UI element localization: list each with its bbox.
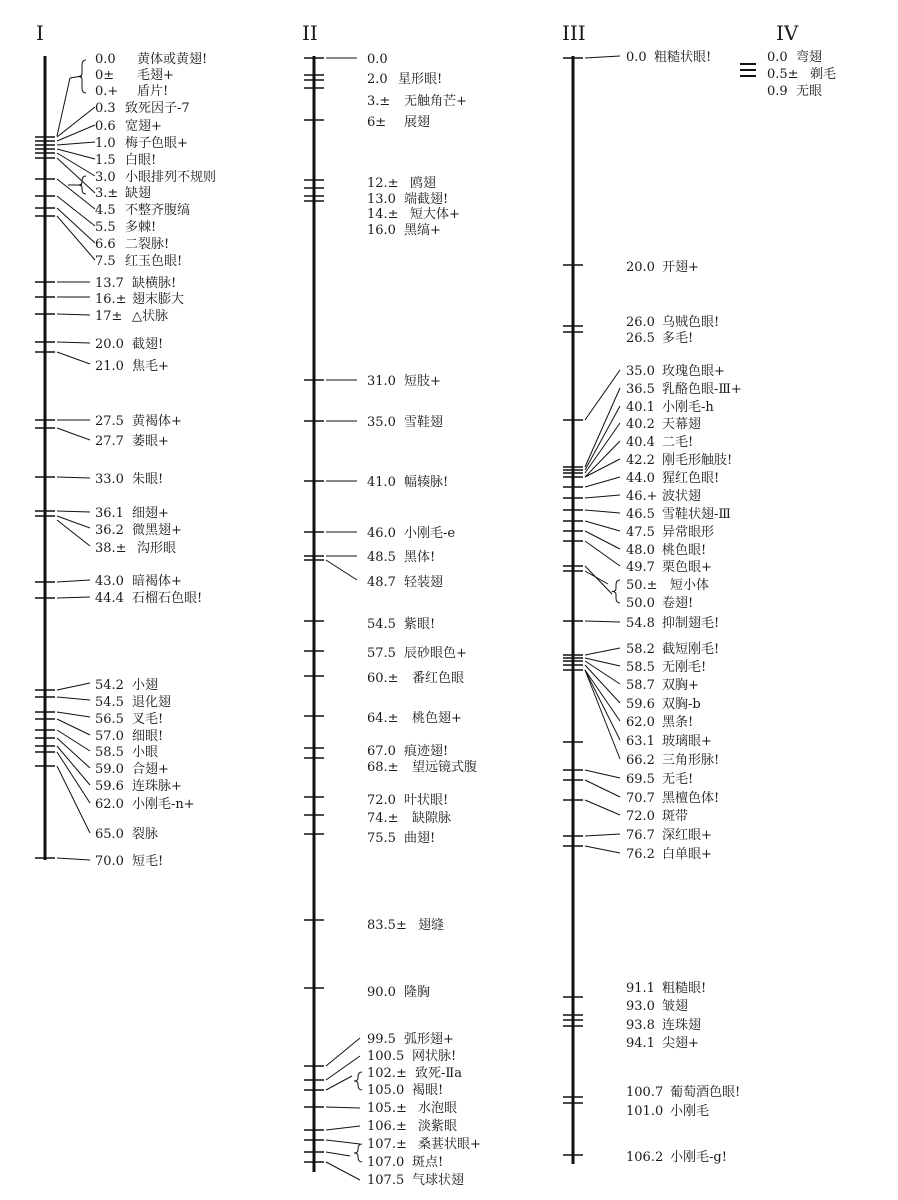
chr1-leader-line xyxy=(57,511,90,512)
chr2-name: 短大体+ xyxy=(410,207,460,222)
chr2-leader-line xyxy=(326,1038,360,1066)
chr1-name: 连珠脉+ xyxy=(132,779,182,794)
chr2-name: 斑点! xyxy=(412,1155,444,1170)
chr3-name: 多毛! xyxy=(662,331,694,346)
chr3-name: 无毛! xyxy=(662,772,694,787)
chr3-leader-line xyxy=(585,370,620,420)
chr1-pos: 4.5 xyxy=(95,203,116,218)
chr3-name: 斑带 xyxy=(662,809,689,824)
chr3-name: 皱翅 xyxy=(662,999,689,1014)
chr1-pos: 0.0 xyxy=(95,52,116,67)
chr3-name: 二毛! xyxy=(662,435,694,450)
chr2-name: 幅辏脉! xyxy=(404,475,449,490)
chr1-leader-line xyxy=(57,477,90,478)
chr2-pos: 31.0 xyxy=(367,374,396,389)
chr2-pos: 105.± xyxy=(367,1101,407,1116)
chr1-pos: 58.5 xyxy=(95,745,124,760)
chr1-leader-line xyxy=(57,580,90,582)
chr1-leader-line xyxy=(57,179,95,209)
chr3-name: 双胸-b xyxy=(662,697,701,712)
chr2-name: 痕迹翅! xyxy=(404,744,449,759)
chr1-name: 白眼! xyxy=(125,153,157,168)
chr1-pos: 54.2 xyxy=(95,678,124,693)
chr2-pos: 60.± xyxy=(367,671,399,686)
chr2-leader-line xyxy=(326,1107,360,1108)
chr3-leader-line xyxy=(585,834,620,836)
chr2-pos: 64.± xyxy=(367,711,399,726)
chr2-pos: 57.5 xyxy=(367,646,396,661)
chr1-name: 裂脉 xyxy=(132,827,159,842)
chr4-pos: 0.5± xyxy=(767,67,799,82)
chr3-name: 天幕翅 xyxy=(662,417,702,432)
chr1-name: 叉毛! xyxy=(132,712,164,727)
chr3-pos: 26.0 xyxy=(626,315,655,330)
chr2-name: 辰砂眼色+ xyxy=(404,646,467,661)
chr3-leader-line xyxy=(585,441,620,477)
chr1-name: 缺横脉! xyxy=(132,276,177,291)
chr3-name: 白单眼+ xyxy=(662,847,712,862)
chr1-leader-line xyxy=(57,149,95,159)
chr1-leader-line xyxy=(57,78,70,136)
chr2-name: 桃色翅+ xyxy=(412,711,462,726)
chr1-name: 缺翅 xyxy=(125,186,152,201)
chr3-leader-line xyxy=(585,423,620,473)
chr3-name: 黑檀色体! xyxy=(662,791,720,806)
chr3-pos: 59.6 xyxy=(626,697,655,712)
chr1-name: 萎眼+ xyxy=(132,434,169,449)
chr2-pos: 100.5 xyxy=(367,1049,405,1064)
chr3-pos: 63.1 xyxy=(626,734,655,749)
chr3-pos: 49.7 xyxy=(626,560,655,575)
chr3-leader-line xyxy=(585,510,620,513)
chr2-name: 气球状翅 xyxy=(412,1173,465,1188)
chr1-name: 二裂脉! xyxy=(125,237,170,252)
chr4-pos: 0.9 xyxy=(767,84,788,99)
chr3-name: 短小体 xyxy=(670,578,710,593)
chr1-name: 宽翅+ xyxy=(125,119,162,134)
chr1-pos: 3.0 xyxy=(95,170,116,185)
chr3-leader-line xyxy=(585,846,620,853)
chr2-name: 叶状眼! xyxy=(404,793,449,808)
chr1-pos: 59.6 xyxy=(95,779,124,794)
chr2-pos: 107.± xyxy=(367,1137,407,1152)
chr1-pos: 36.1 xyxy=(95,506,124,521)
chr2-leader-line xyxy=(326,1056,360,1080)
chr1-leader-line xyxy=(57,858,90,860)
chr1-pos: 59.0 xyxy=(95,762,124,777)
chr1-leader-line xyxy=(57,746,90,785)
chromosome-1-title: I xyxy=(36,21,44,45)
chr2-leader-line xyxy=(326,560,357,580)
chr3-brace xyxy=(612,580,620,603)
chr3-pos: 46.+ xyxy=(626,489,658,504)
chr1-pos: 70.0 xyxy=(95,854,124,869)
chr2-name: 隆胸 xyxy=(404,985,431,1000)
chr3-name: 开翅+ xyxy=(662,260,699,275)
chr3-leader-line xyxy=(585,521,620,531)
chr1-leader-line xyxy=(57,712,90,717)
chr2-pos: 99.5 xyxy=(367,1032,396,1047)
chr3-name: 猩红色眼! xyxy=(662,471,720,486)
chr3-leader-line xyxy=(585,541,620,566)
chr3-name: 波状翅 xyxy=(662,489,702,504)
chr1-leader-line xyxy=(57,516,90,528)
chr2-pos: 41.0 xyxy=(367,475,396,490)
chr2-name: 紫眼! xyxy=(404,617,436,632)
chr1-name: 黄体或黄翅! xyxy=(137,52,208,67)
chr3-name: 刚毛形触肢! xyxy=(662,453,733,468)
chr1-pos: 1.5 xyxy=(95,153,116,168)
chr2-name: 雪鞋翅 xyxy=(404,415,444,430)
chr3-name: 异常眼形 xyxy=(662,525,715,540)
chr2-pos: 72.0 xyxy=(367,793,396,808)
chr3-name: 玻璃眼+ xyxy=(662,734,712,749)
chr2-name: 桑葚状眼+ xyxy=(418,1137,481,1152)
chr3-pos: 46.5 xyxy=(626,507,655,522)
chr1-name: 沟形眼 xyxy=(137,541,177,556)
chr1-name: 红玉色眼! xyxy=(125,254,183,269)
chr3-name: 乳酪色眼-Ⅲ+ xyxy=(662,382,742,397)
chr2-name: 番红色眼 xyxy=(412,671,465,686)
chr1-name: 合翅+ xyxy=(132,762,169,777)
chr3-pos: 93.8 xyxy=(626,1018,655,1033)
chr3-name: 粗糙眼! xyxy=(662,981,707,996)
chr3-pos: 69.5 xyxy=(626,772,655,787)
chr1-pos: 43.0 xyxy=(95,574,124,589)
chr1-leader-line xyxy=(57,352,90,364)
chr1-name: 致死因子-7 xyxy=(125,101,190,116)
chr2-name: 水泡眼 xyxy=(418,1101,458,1116)
chr2-pos: 48.5 xyxy=(367,550,396,565)
chr3-pos: 44.0 xyxy=(626,471,655,486)
chr3-name: 无刚毛! xyxy=(662,660,707,675)
chr3-name: 截短刚毛! xyxy=(662,642,720,657)
chr2-pos: 106.± xyxy=(367,1119,407,1134)
chr1-leader-line xyxy=(57,428,90,440)
chr1-leader-line xyxy=(57,766,90,833)
chr3-name: 卷翅! xyxy=(662,596,694,611)
chr2-pos: 54.5 xyxy=(367,617,396,632)
chr2-leader-line xyxy=(326,1162,360,1180)
chr1-pos: 27.5 xyxy=(95,414,124,429)
chr3-pos: 76.7 xyxy=(626,828,655,843)
chr1-leader-line xyxy=(57,196,95,226)
chr3-pos: 58.2 xyxy=(626,642,655,657)
chr1-name: 盾片! xyxy=(137,84,169,99)
chr2-name: 致死-Ⅱa xyxy=(415,1066,462,1081)
chr3-name: 乌贼色眼! xyxy=(662,315,720,330)
chr1-pos: 65.0 xyxy=(95,827,124,842)
chr3-pos: 20.0 xyxy=(626,260,655,275)
chr2-pos: 83.5± xyxy=(367,918,407,933)
chr2-brace xyxy=(354,1144,362,1162)
chr3-name: 尖翅+ xyxy=(662,1036,699,1051)
chr4-name: 无眼 xyxy=(796,84,823,99)
chr3-leader-line xyxy=(585,459,620,477)
chr1-name: 小眼排列不规则 xyxy=(125,170,217,185)
chr3-leader-line xyxy=(585,648,620,655)
chr3-name: 桃色眼! xyxy=(662,543,707,558)
chr2-pos: 48.7 xyxy=(367,575,396,590)
chr2-pos: 107.0 xyxy=(367,1155,405,1170)
chr2-leader-line xyxy=(326,1140,360,1144)
chr1-name: 小刚毛-n+ xyxy=(132,797,195,812)
chr1-pos: 16.± xyxy=(95,292,127,307)
grouping-braces xyxy=(78,60,620,1162)
chr1-name: 小眼 xyxy=(132,745,159,760)
chr3-pos: 58.5 xyxy=(626,660,655,675)
chr3-pos: 91.1 xyxy=(626,981,655,996)
chr2-name: 缺隙脉 xyxy=(412,811,452,826)
chr1-leader-line xyxy=(57,158,95,193)
chr2-pos: 67.0 xyxy=(367,744,396,759)
chr2-pos: 75.5 xyxy=(367,831,396,846)
chr3-pos: 50.0 xyxy=(626,596,655,611)
chr2-name: 望远镜式腹 xyxy=(412,760,478,775)
chr2-name: 轻装翅 xyxy=(404,575,444,590)
chr1-pos: 0.3 xyxy=(95,101,116,116)
chr3-pos: 0.0 xyxy=(626,50,647,65)
chr3-pos: 72.0 xyxy=(626,809,655,824)
chr3-leader-line xyxy=(585,621,620,622)
chr3-leader-line xyxy=(585,531,620,549)
chr3-name: 双胸+ xyxy=(662,678,699,693)
locus-ticks xyxy=(35,58,583,1162)
chr1-leader-line xyxy=(57,738,90,768)
chr2-name: 翅缝 xyxy=(418,918,445,933)
chr3-pos: 106.2 xyxy=(626,1150,664,1165)
chr3-name: 葡萄酒色眼! xyxy=(670,1085,741,1100)
chr2-leader-line xyxy=(326,1076,352,1090)
chr3-name: 小刚毛 xyxy=(670,1104,710,1119)
chr2-leader-line xyxy=(326,1152,350,1156)
chr3-pos: 48.0 xyxy=(626,543,655,558)
chr3-pos: 36.5 xyxy=(626,382,655,397)
chr1-name: 黄褐体+ xyxy=(132,414,182,429)
chr4-name: 弯翅 xyxy=(796,50,823,65)
chr1-leader-line xyxy=(57,520,90,546)
chr1-name: 短毛! xyxy=(132,854,164,869)
chr2-pos: 13.0 xyxy=(367,192,396,207)
chr1-pos: 17± xyxy=(95,309,123,324)
chr2-pos: 35.0 xyxy=(367,415,396,430)
chr3-pos: 100.7 xyxy=(626,1085,664,1100)
chr1-pos: 21.0 xyxy=(95,359,124,374)
chr1-name: 石榴石色眼! xyxy=(132,591,203,606)
chr1-leader-line xyxy=(57,342,90,343)
chr1-pos: 20.0 xyxy=(95,337,124,352)
chr1-leader-line xyxy=(57,683,90,690)
chr3-name: 黑条! xyxy=(662,715,694,730)
chr2-pos: 107.5 xyxy=(367,1173,405,1188)
chr2-name: 弧形翅+ xyxy=(404,1032,454,1047)
chr1-name: 退化翅 xyxy=(132,695,172,710)
chr1-pos: 56.5 xyxy=(95,712,124,727)
chr1-name: 不整齐腹缟 xyxy=(125,203,191,218)
chr3-name: 栗色眼+ xyxy=(662,560,712,575)
chr3-pos: 50.± xyxy=(626,578,658,593)
chr2-pos: 3.± xyxy=(367,94,391,109)
chr2-name: 曲翅! xyxy=(404,831,436,846)
chromosome-4-symbol xyxy=(740,64,756,76)
chr2-pos: 46.0 xyxy=(367,526,396,541)
chr2-pos: 68.± xyxy=(367,760,399,775)
chr1-leader-line xyxy=(57,597,90,598)
chr2-name: 星形眼! xyxy=(398,72,443,87)
chr1-name: 朱眼! xyxy=(132,472,164,487)
chr3-leader-line xyxy=(585,477,620,487)
chr1-pos: 38.± xyxy=(95,541,127,556)
chr1-pos: 0± xyxy=(95,68,115,83)
chr1-name: 梅子色眼+ xyxy=(125,136,188,151)
chr3-pos: 94.1 xyxy=(626,1036,655,1051)
chr1-name: 截翅! xyxy=(132,337,164,352)
chr3-leader-line xyxy=(585,56,620,58)
chr2-pos: 6± xyxy=(367,115,387,130)
chr1-leader-line xyxy=(57,752,90,803)
chr1-pos: 0.6 xyxy=(95,119,116,134)
chr1-pos: 6.6 xyxy=(95,237,116,252)
chr3-leader-line xyxy=(585,495,620,498)
chr1-name: 多棘! xyxy=(125,220,157,235)
chr3-pos: 62.0 xyxy=(626,715,655,730)
chr1-leader-line xyxy=(57,697,90,700)
chr3-pos: 40.2 xyxy=(626,417,655,432)
chr2-name: 黑缟+ xyxy=(404,223,441,238)
chromosome-3-title: III xyxy=(562,21,586,45)
chr2-pos: 74.± xyxy=(367,811,399,826)
chr3-leader-line xyxy=(585,388,620,467)
chr3-name: 粗糙状眼! xyxy=(654,50,712,65)
chr1-pos: 62.0 xyxy=(95,797,124,812)
chr3-name: 小刚毛-h xyxy=(662,400,714,415)
chr2-name: 褐眼! xyxy=(412,1083,444,1098)
chr4-pos: 0.0 xyxy=(767,50,788,65)
chr2-leader-line xyxy=(326,1126,360,1130)
chromosome-4-title: IV xyxy=(776,21,799,45)
chr1-name: 细翅+ xyxy=(132,506,169,521)
chr1-leader-line xyxy=(57,153,95,176)
chr3-pos: 66.2 xyxy=(626,753,655,768)
chr2-pos: 12.± xyxy=(367,176,399,191)
chr1-pos: 33.0 xyxy=(95,472,124,487)
chr3-pos: 26.5 xyxy=(626,331,655,346)
chr1-pos: 7.5 xyxy=(95,254,116,269)
chr3-pos: 42.2 xyxy=(626,453,655,468)
chr1-pos: 36.2 xyxy=(95,523,124,538)
chr1-pos: 0.+ xyxy=(95,84,119,99)
chr2-name: 小刚毛-e xyxy=(404,526,456,541)
chr3-pos: 101.0 xyxy=(626,1104,664,1119)
chr3-name: 抑制翅毛! xyxy=(662,616,720,631)
chr2-pos: 0.0 xyxy=(367,52,388,67)
chr2-name: 短肢+ xyxy=(404,374,441,389)
chr3-pos: 70.7 xyxy=(626,791,655,806)
chr2-pos: 102.± xyxy=(367,1066,407,1081)
chr1-name: △状脉 xyxy=(132,309,168,324)
chr3-pos: 40.4 xyxy=(626,435,655,450)
chr3-pos: 40.1 xyxy=(626,400,655,415)
chr3-leader-line xyxy=(585,780,620,797)
chr3-name: 雪鞋状翅-Ⅲ xyxy=(662,507,731,522)
chr1-leader-line xyxy=(57,142,95,145)
chr3-name: 三角形脉! xyxy=(662,753,720,768)
chr1-pos: 54.5 xyxy=(95,695,124,710)
chr1-pos: 27.7 xyxy=(95,434,124,449)
chr1-name: 小翅 xyxy=(132,678,159,693)
chr3-name: 深红眼+ xyxy=(662,828,712,843)
chr1-name: 细眼! xyxy=(132,729,164,744)
chr1-pos: 13.7 xyxy=(95,276,124,291)
chr1-pos: 44.4 xyxy=(95,591,124,606)
chr2-name: 鸥翅 xyxy=(410,176,437,191)
chr2-pos: 16.0 xyxy=(367,223,396,238)
chr3-leader-line xyxy=(585,571,608,584)
chr2-pos: 14.± xyxy=(367,207,399,222)
chr3-pos: 93.0 xyxy=(626,999,655,1014)
chr2-name: 无触角芒+ xyxy=(404,94,467,109)
chr1-pos: 57.0 xyxy=(95,729,124,744)
chr1-pos: 3.± xyxy=(95,186,119,201)
chr2-name: 端截翅! xyxy=(404,192,449,207)
chr3-pos: 76.2 xyxy=(626,847,655,862)
chr1-leader-line xyxy=(57,314,90,315)
chr2-name: 淡紫眼 xyxy=(418,1119,458,1134)
chr1-pos: 1.0 xyxy=(95,136,116,151)
chr3-pos: 58.7 xyxy=(626,678,655,693)
chr1-name: 毛翅+ xyxy=(137,68,174,83)
chr1-name: 焦毛+ xyxy=(132,359,169,374)
chr3-name: 玫瑰色眼+ xyxy=(662,364,725,379)
chr1-name: 暗褐体+ xyxy=(132,574,182,589)
chr2-name: 展翅 xyxy=(404,115,431,130)
chr1-name: 翅末膨大 xyxy=(132,292,185,307)
chr3-leader-line xyxy=(585,800,620,815)
chr2-name: 黑体! xyxy=(404,550,436,565)
chr2-name: 网状脉! xyxy=(412,1049,457,1064)
chr3-leader-line xyxy=(585,770,620,778)
chr4-name: 剃毛 xyxy=(810,67,837,82)
chr2-pos: 2.0 xyxy=(367,72,388,87)
chr3-name: 小刚毛-g! xyxy=(670,1150,727,1165)
chr3-pos: 35.0 xyxy=(626,364,655,379)
chr3-pos: 47.5 xyxy=(626,525,655,540)
chr3-name: 连珠翅 xyxy=(662,1018,702,1033)
chr2-pos: 105.0 xyxy=(367,1083,405,1098)
chr3-leader-line xyxy=(585,406,620,470)
chr2-pos: 90.0 xyxy=(367,985,396,1000)
chr2-brace xyxy=(354,1072,362,1090)
chromosome-2-title: II xyxy=(302,21,318,45)
chr1-name: 微黑翅+ xyxy=(132,523,182,538)
chr3-pos: 54.8 xyxy=(626,616,655,631)
chr1-pos: 5.5 xyxy=(95,220,116,235)
chr3-leader-line xyxy=(585,566,612,594)
